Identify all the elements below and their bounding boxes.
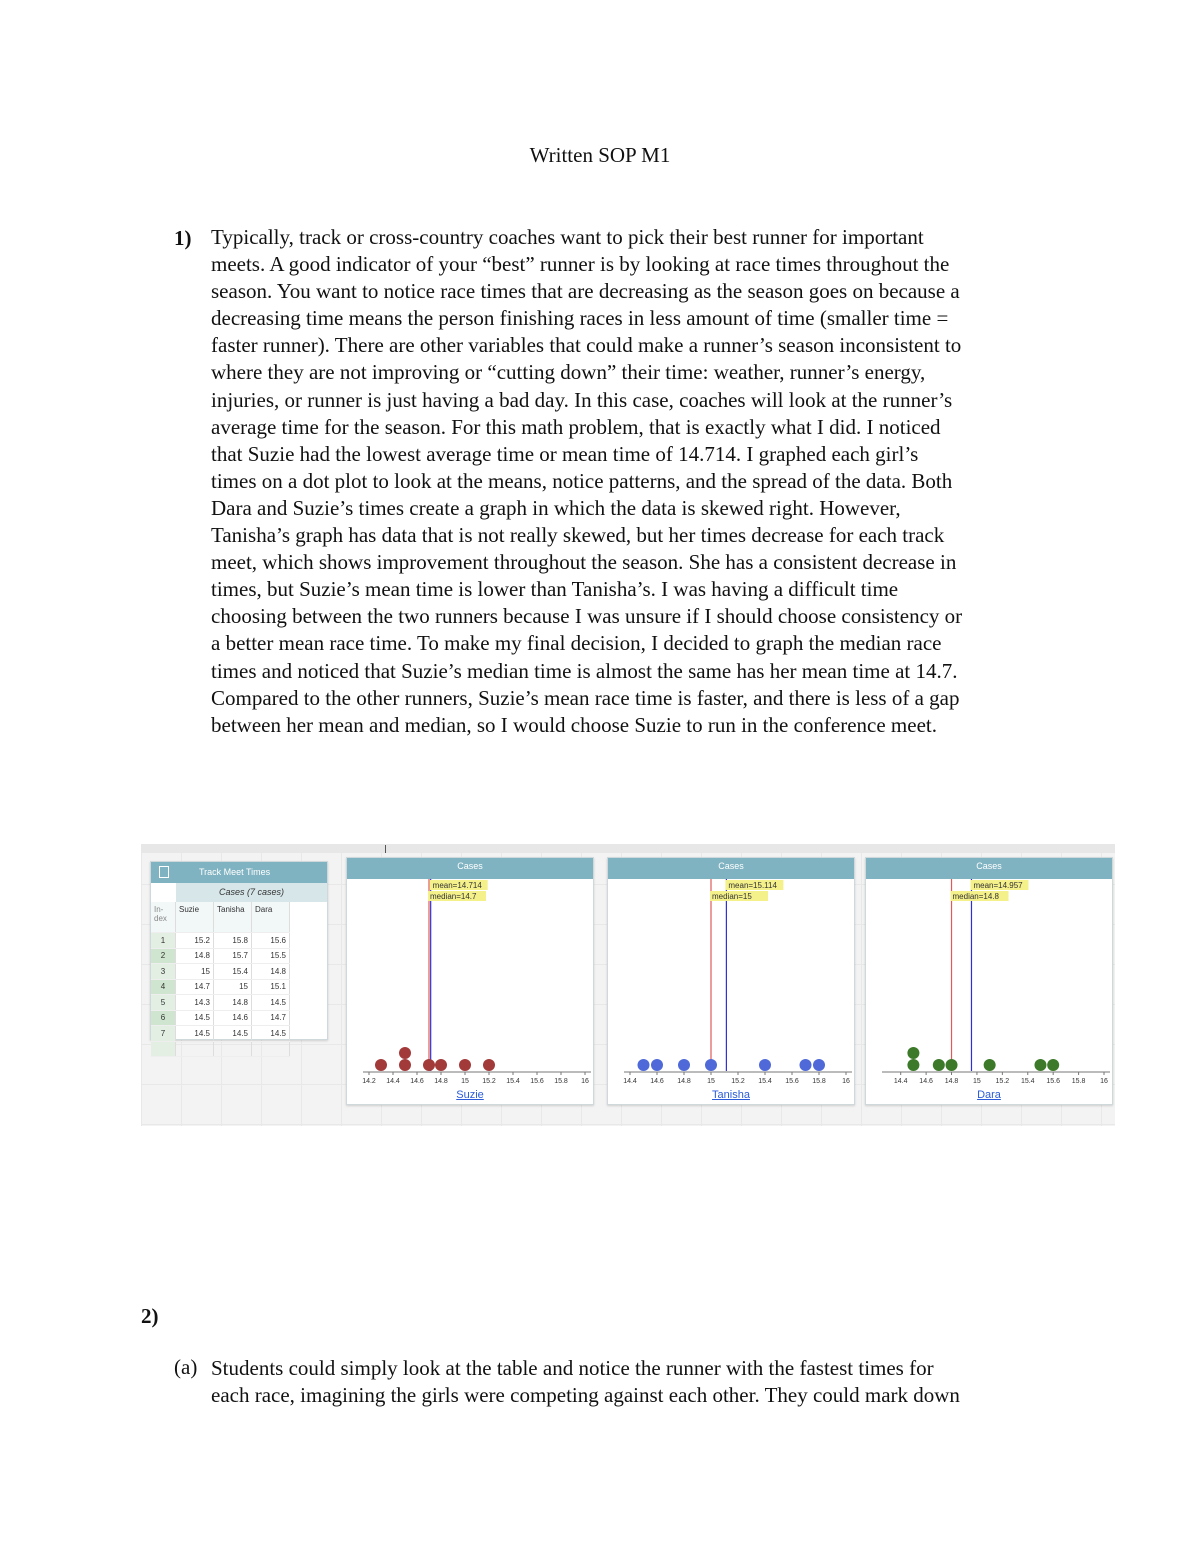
table-cell[interactable]: 14.8 xyxy=(252,964,290,980)
column-header-tanisha[interactable]: Tanisha xyxy=(214,902,252,933)
codap-screenshot xyxy=(141,844,1115,1126)
empty-cell[interactable] xyxy=(214,1041,252,1057)
table-cell[interactable]: 14.8 xyxy=(176,948,214,964)
table-cell[interactable]: 15.4 xyxy=(214,964,252,980)
cases-label: Cases (7 cases) xyxy=(176,883,327,902)
graph-suzie[interactable] xyxy=(346,857,594,1105)
data-point xyxy=(933,1059,945,1071)
axis-label-suzie[interactable]: Suzie xyxy=(456,1089,484,1101)
data-point xyxy=(907,1059,919,1071)
paragraph-line: meet, which shows improvement throughout the season. She has a consistent decrease in xyxy=(211,550,957,575)
table-cell[interactable]: 15.2 xyxy=(176,933,214,949)
graph-tanisha[interactable] xyxy=(607,857,855,1105)
paragraph-line: Dara and Suzie’s times create a graph in which the data is skewed right. However, xyxy=(211,495,901,520)
question-1-number: 1) xyxy=(174,226,192,250)
tick-label: 15.2 xyxy=(995,1078,1010,1084)
table-cell[interactable]: 15.7 xyxy=(214,948,252,964)
paragraph-line: where they are not improving or “cutting down” their time: weather, runner’s energy, xyxy=(211,360,926,385)
table-cell[interactable]: 15.1 xyxy=(252,979,290,995)
dot-plot-dara xyxy=(866,879,1112,1084)
tick-label: 15.6 xyxy=(1046,1078,1060,1084)
table-row[interactable] xyxy=(151,933,290,949)
data-point xyxy=(483,1059,495,1071)
data-point xyxy=(705,1059,717,1071)
data-point xyxy=(946,1059,958,1071)
table-cell[interactable]: 15 xyxy=(176,964,214,980)
tick-label: 14.6 xyxy=(650,1078,664,1084)
tick-label: 15.6 xyxy=(785,1078,799,1084)
table-cell[interactable]: 14.5 xyxy=(214,1026,252,1042)
tick-label: 15.6 xyxy=(530,1078,544,1084)
tick-label: 15.8 xyxy=(812,1078,826,1084)
table-cell[interactable]: 14.8 xyxy=(214,995,252,1011)
table-cell[interactable]: 15.8 xyxy=(214,933,252,949)
table-icon xyxy=(159,866,169,878)
graph-header: Cases xyxy=(866,858,1112,879)
data-point xyxy=(651,1059,663,1071)
dot-plot-tanisha xyxy=(608,879,854,1084)
axis-label-dara[interactable]: Dara xyxy=(977,1089,1001,1101)
data-point xyxy=(1047,1059,1059,1071)
tick-label: 14.4 xyxy=(893,1078,908,1084)
graph-header: Cases xyxy=(347,858,593,879)
table-row[interactable] xyxy=(151,979,290,995)
data-point xyxy=(459,1059,471,1071)
case-table-header[interactable] xyxy=(151,862,327,883)
data-point xyxy=(813,1059,825,1071)
data-point xyxy=(907,1047,919,1059)
tick-label: 15.8 xyxy=(554,1078,568,1084)
paragraph-line: times, but Suzie’s mean time is lower than Tanisha’s. I was having a difficult time xyxy=(211,577,899,602)
paragraph-line: Typically, track or cross-country coaches want to pick their best runner for important xyxy=(211,225,924,249)
table-cell[interactable]: 14.6 xyxy=(214,1010,252,1026)
question-2a-paragraph xyxy=(211,1355,1061,1409)
data-point xyxy=(399,1047,411,1059)
median-label: median=14.7 xyxy=(430,892,477,901)
row-index: 2 xyxy=(151,948,176,964)
mean-label: mean=14.957 xyxy=(973,881,1023,890)
mean-label: mean=15.114 xyxy=(728,881,777,890)
data-point xyxy=(984,1059,996,1071)
row-index: 7 xyxy=(151,1026,176,1042)
paragraph-line: each race, imagining the girls were competing against each other. They could mark down xyxy=(211,1383,960,1408)
data-point xyxy=(759,1059,771,1071)
tick-label: 14.6 xyxy=(410,1078,424,1084)
paragraph-line: times and noticed that Suzie’s median time is almost the same has her mean time at 14.7. xyxy=(211,658,958,683)
case-table-grid xyxy=(151,902,327,1057)
paragraph-line: Tanisha’s graph has data that is not really skewed, but her times decrease for each track xyxy=(211,523,945,548)
median-label: median=14.8 xyxy=(952,892,1000,901)
table-row[interactable] xyxy=(151,995,290,1011)
dot-plot-suzie xyxy=(347,879,593,1084)
paragraph-line: between her mean and median, so I would choose Suzie to run in the conference meet. xyxy=(211,712,937,737)
tick-label: 15 xyxy=(461,1078,469,1084)
empty-row[interactable] xyxy=(151,1041,290,1057)
question-1-paragraph xyxy=(211,224,1061,739)
paragraph-line: Compared to the other runners, Suzie’s mean race time is faster, and there is less of a gap xyxy=(211,685,960,710)
data-point xyxy=(1034,1059,1046,1071)
paragraph-line: that Suzie had the lowest average time or mean time of 14.714. I graphed each girl’s xyxy=(211,441,919,466)
paragraph-line: Students could simply look at the table and notice the runner with the fastest times for xyxy=(211,1356,934,1380)
case-table xyxy=(150,861,328,1040)
divider-mark xyxy=(385,845,386,853)
row-index: 5 xyxy=(151,995,176,1011)
paragraph-line: decreasing time means the person finishing races in less amount of time (smaller time = xyxy=(211,306,949,331)
tick-label: 14.4 xyxy=(386,1078,400,1084)
row-index: 3 xyxy=(151,964,176,980)
table-row[interactable] xyxy=(151,964,290,980)
table-cell[interactable]: 14.3 xyxy=(176,995,214,1011)
tick-label: 16 xyxy=(581,1078,589,1084)
tick-label: 14.8 xyxy=(944,1078,959,1084)
tick-label: 14.8 xyxy=(434,1078,448,1084)
table-cell[interactable]: 14.5 xyxy=(252,995,290,1011)
data-point xyxy=(375,1059,387,1071)
paragraph-line: average time for the season. For this math problem, that is exactly what I did. I noticed xyxy=(211,414,941,439)
table-cell[interactable]: 14.5 xyxy=(176,1010,214,1026)
data-point xyxy=(678,1059,690,1071)
row-index: 4 xyxy=(151,979,176,995)
table-cell[interactable]: 15 xyxy=(214,979,252,995)
tick-label: 15.2 xyxy=(482,1078,496,1084)
question-2a-label: (a) xyxy=(174,1355,198,1379)
empty-cell[interactable] xyxy=(151,1041,176,1057)
tick-label: 14.6 xyxy=(919,1078,933,1084)
empty-cell[interactable] xyxy=(176,1041,214,1057)
data-point xyxy=(423,1059,435,1071)
table-cell[interactable]: 14.5 xyxy=(176,1026,214,1042)
paragraph-line: injuries, or runner is just having a bad day. In this case, coaches will look at the runner’s xyxy=(211,387,953,412)
paragraph-line: choosing between the two runners because I was unsure if I should choose consistency or xyxy=(211,604,963,629)
top-bar xyxy=(141,844,1115,853)
column-header-dara[interactable]: Dara xyxy=(252,902,290,933)
tick-label: 16 xyxy=(842,1078,850,1084)
data-point xyxy=(638,1059,650,1071)
page-title: Written SOP M1 xyxy=(529,143,671,167)
tick-label: 16 xyxy=(1100,1078,1108,1084)
tick-label: 15 xyxy=(707,1078,715,1084)
tick-label: 14.4 xyxy=(623,1078,637,1084)
column-header-suzie[interactable]: Suzie xyxy=(176,902,214,933)
tick-label: 14.8 xyxy=(677,1078,691,1084)
paragraph-line: meets. A good indicator of your “best” runner is by looking at race times throughout the xyxy=(211,252,950,277)
data-point xyxy=(399,1059,411,1071)
graph-header: Cases xyxy=(608,858,854,879)
data-point xyxy=(800,1059,812,1071)
median-label: median=15 xyxy=(712,892,752,901)
case-table-title: Track Meet Times xyxy=(199,867,271,877)
axis-label-tanisha[interactable]: Tanisha xyxy=(712,1089,750,1101)
paragraph-line: a better mean race time. To make my final decision, I decided to graph the median race xyxy=(211,631,942,656)
table-row[interactable] xyxy=(151,948,290,964)
tick-label: 14.2 xyxy=(362,1078,376,1084)
tick-label: 15.4 xyxy=(506,1078,520,1084)
table-row[interactable] xyxy=(151,1026,290,1042)
tick-label: 15 xyxy=(973,1078,981,1084)
table-cell[interactable]: 15.5 xyxy=(252,948,290,964)
index-header: In- dex xyxy=(151,902,176,933)
paragraph-line: times on a dot plot to look at the means, notice patterns, and the spread of the data. Both xyxy=(211,468,953,493)
row-index: 6 xyxy=(151,1010,176,1026)
table-cell[interactable]: 15.6 xyxy=(252,933,290,949)
graph-dara[interactable] xyxy=(865,857,1113,1105)
table-cell[interactable]: 14.7 xyxy=(176,979,214,995)
question-2-number: 2) xyxy=(141,1304,159,1328)
row-index: 1 xyxy=(151,933,176,949)
table-row[interactable] xyxy=(151,1010,290,1026)
empty-cell[interactable] xyxy=(252,1041,290,1057)
paragraph-line: season. You want to notice race times that are decreasing as the season goes on because a xyxy=(211,279,960,304)
table-cell[interactable]: 14.5 xyxy=(252,1026,290,1042)
data-point xyxy=(435,1059,447,1071)
table-cell[interactable]: 14.7 xyxy=(252,1010,290,1026)
tick-label: 15.8 xyxy=(1071,1078,1086,1084)
tick-label: 15.4 xyxy=(758,1078,772,1084)
tick-label: 15.2 xyxy=(731,1078,745,1084)
paragraph-line: faster runner). There are other variables that could make a runner’s season inconsistent to xyxy=(211,333,962,358)
mean-label: mean=14.714 xyxy=(432,881,482,890)
tick-label: 15.4 xyxy=(1020,1078,1035,1084)
